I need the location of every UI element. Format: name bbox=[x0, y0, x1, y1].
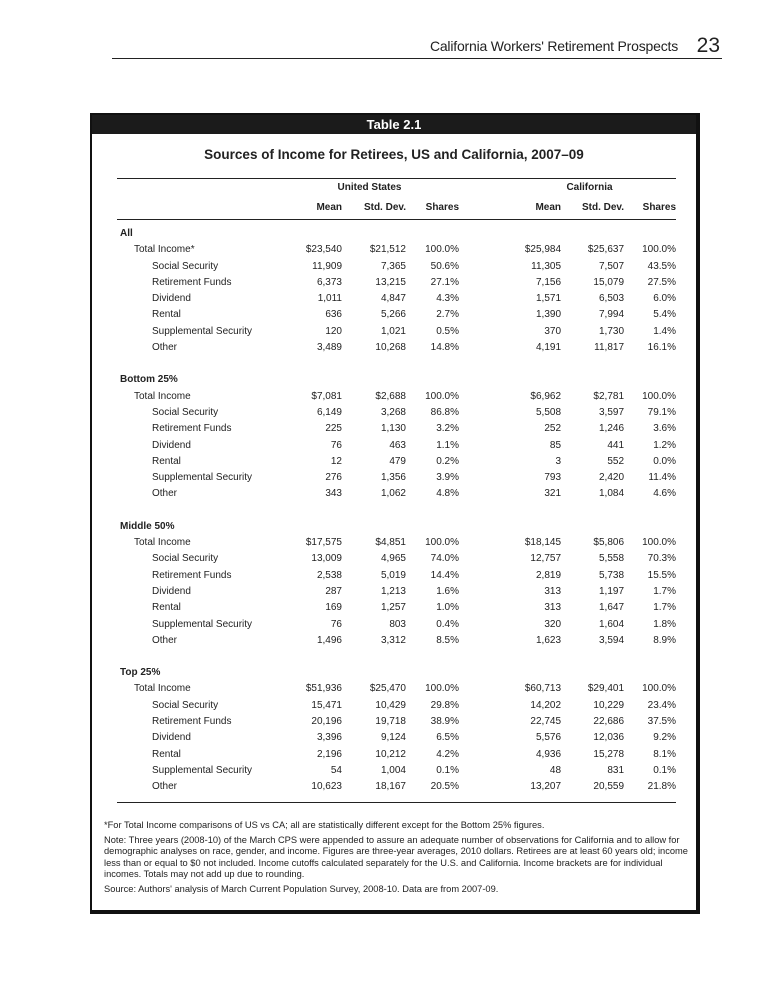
row-label: Rental bbox=[152, 455, 181, 467]
cell-us-mean: 2,196 bbox=[316, 748, 342, 760]
group-header-row bbox=[117, 179, 676, 198]
cell-ca-mean: 313 bbox=[544, 602, 562, 614]
cell-us-shares: 20.5% bbox=[430, 781, 460, 793]
table-row bbox=[117, 470, 676, 486]
cell-us-sd: 1,257 bbox=[380, 602, 406, 614]
cell-ca-mean: 4,191 bbox=[535, 342, 562, 354]
cell-ca-sd: 1,730 bbox=[598, 325, 625, 337]
row-label: Social Security bbox=[152, 260, 219, 272]
cell-us-shares: 0.1% bbox=[436, 764, 460, 776]
cell-us-mean: 2,538 bbox=[316, 569, 342, 581]
cell-ca-mean: 1,623 bbox=[535, 634, 562, 646]
cell-ca-sd: 11,817 bbox=[594, 342, 625, 354]
row-label: Social Security bbox=[152, 406, 219, 418]
table-bottom-rule bbox=[117, 796, 676, 803]
cell-us-mean: $51,936 bbox=[305, 683, 342, 695]
col-header-ca-mean: Mean bbox=[503, 197, 561, 220]
cell-us-mean: 76 bbox=[330, 439, 342, 451]
cell-ca-shares: 100.0% bbox=[642, 244, 677, 256]
cell-ca-sd: 1,604 bbox=[598, 618, 625, 630]
cell-us-shares: 100.0% bbox=[425, 244, 460, 256]
cell-ca-sd: 441 bbox=[607, 439, 625, 451]
cell-ca-shares: 27.5% bbox=[647, 276, 677, 288]
cell-ca-mean: 252 bbox=[544, 423, 562, 435]
cell-us-sd: 4,847 bbox=[380, 293, 406, 305]
table-row bbox=[117, 730, 676, 746]
cell-us-mean: 20,196 bbox=[311, 716, 342, 728]
cell-us-sd: 3,312 bbox=[380, 634, 406, 646]
column-header-row bbox=[117, 197, 676, 220]
cell-ca-sd: 15,278 bbox=[593, 748, 625, 760]
cell-ca-shares: 70.3% bbox=[647, 553, 677, 565]
cell-us-shares: 86.8% bbox=[430, 406, 460, 418]
row-label: Total Income bbox=[134, 390, 191, 402]
section-header-row bbox=[117, 372, 676, 388]
cell-ca-sd: 3,597 bbox=[598, 406, 625, 418]
cell-us-shares: 0.5% bbox=[436, 325, 460, 337]
income-sources-table bbox=[117, 178, 676, 803]
cell-us-shares: 0.2% bbox=[436, 455, 460, 467]
table-row bbox=[117, 568, 676, 584]
cell-us-sd: 3,268 bbox=[380, 406, 406, 418]
row-spacer bbox=[117, 503, 676, 519]
row-label: Other bbox=[152, 634, 178, 646]
cell-ca-mean: 370 bbox=[544, 325, 562, 337]
section-name: Bottom 25% bbox=[120, 374, 178, 386]
table-row bbox=[117, 779, 676, 795]
cell-ca-mean: 2,819 bbox=[535, 569, 562, 581]
table-row bbox=[117, 340, 676, 356]
table-row bbox=[117, 600, 676, 616]
cell-ca-shares: 37.5% bbox=[647, 716, 677, 728]
cell-us-shares: 4.8% bbox=[436, 488, 460, 500]
row-label: Retirement Funds bbox=[152, 569, 232, 581]
cell-ca-shares: 1.8% bbox=[653, 618, 677, 630]
row-label: Other bbox=[152, 488, 178, 500]
table-row bbox=[117, 389, 676, 405]
table-row bbox=[117, 551, 676, 567]
section-header-row bbox=[117, 519, 676, 535]
table-row bbox=[117, 681, 676, 697]
table-container bbox=[90, 113, 700, 914]
cell-ca-mean: $18,145 bbox=[524, 537, 562, 549]
row-label: Social Security bbox=[152, 699, 219, 711]
table-row bbox=[117, 242, 676, 258]
cell-ca-shares: 1.7% bbox=[653, 602, 677, 614]
cell-ca-shares: 9.2% bbox=[653, 732, 677, 744]
cell-us-mean: 12 bbox=[330, 455, 342, 467]
cell-ca-sd: 1,084 bbox=[598, 488, 625, 500]
cell-ca-sd: 20,559 bbox=[593, 781, 625, 793]
cell-ca-mean: 5,508 bbox=[535, 406, 562, 418]
row-label: Retirement Funds bbox=[152, 423, 232, 435]
table-row bbox=[117, 633, 676, 649]
table-row bbox=[117, 584, 676, 600]
cell-ca-shares: 15.5% bbox=[647, 569, 677, 581]
cell-ca-sd: $25,637 bbox=[587, 244, 625, 256]
cell-ca-mean: $6,962 bbox=[530, 390, 562, 402]
cell-us-sd: 10,212 bbox=[375, 748, 406, 760]
table-notes bbox=[104, 820, 690, 898]
cell-ca-shares: 6.0% bbox=[653, 293, 677, 305]
cell-us-sd: 1,213 bbox=[380, 585, 406, 597]
cell-us-mean: 13,009 bbox=[311, 553, 342, 565]
cell-ca-mean: 11,305 bbox=[531, 260, 562, 272]
cell-ca-mean: 313 bbox=[544, 585, 562, 597]
cell-us-mean: 3,396 bbox=[316, 732, 342, 744]
table-row bbox=[117, 747, 676, 763]
cell-us-shares: 100.0% bbox=[425, 537, 460, 549]
cell-us-mean: 6,149 bbox=[316, 406, 342, 418]
cell-ca-shares: 100.0% bbox=[642, 390, 677, 402]
table-row bbox=[117, 698, 676, 714]
cell-us-mean: 120 bbox=[325, 325, 342, 337]
cell-us-sd: 4,965 bbox=[380, 553, 406, 565]
cell-us-sd: 1,021 bbox=[380, 325, 406, 337]
row-label: Rental bbox=[152, 602, 181, 614]
row-label: Dividend bbox=[152, 732, 191, 744]
cell-ca-sd: 7,994 bbox=[598, 309, 625, 321]
cell-ca-shares: 11.4% bbox=[648, 472, 677, 484]
cell-us-mean: 3,489 bbox=[316, 342, 342, 354]
cell-us-mean: 1,011 bbox=[317, 293, 342, 305]
cell-ca-shares: 79.1% bbox=[647, 406, 677, 418]
section-name: Middle 50% bbox=[120, 520, 175, 532]
cell-us-mean: 11,909 bbox=[312, 260, 342, 272]
row-label: Social Security bbox=[152, 553, 219, 565]
row-label: Dividend bbox=[152, 293, 191, 305]
cell-us-sd: 10,429 bbox=[375, 699, 406, 711]
cell-ca-sd: $5,806 bbox=[593, 537, 625, 549]
section-name: Top 25% bbox=[120, 667, 161, 679]
cell-ca-shares: 0.1% bbox=[653, 764, 677, 776]
row-label: Total Income bbox=[134, 683, 191, 695]
cell-us-shares: 2.7% bbox=[436, 309, 460, 321]
row-label: Dividend bbox=[152, 439, 191, 451]
cell-ca-mean: 7,156 bbox=[535, 276, 562, 288]
cell-us-shares: 8.5% bbox=[436, 634, 460, 646]
cell-ca-shares: 23.4% bbox=[647, 699, 677, 711]
cell-ca-sd: 15,079 bbox=[593, 276, 625, 288]
row-label: Retirement Funds bbox=[152, 716, 232, 728]
footnote: *For Total Income comparisons of US vs CA; all are statistically different except for the Bottom 25% figures. bbox=[104, 820, 545, 830]
cell-ca-shares: 4.6% bbox=[653, 488, 677, 500]
cell-ca-sd: $2,781 bbox=[593, 390, 625, 402]
row-label: Dividend bbox=[152, 585, 191, 597]
cell-us-shares: 50.6% bbox=[430, 260, 460, 272]
cell-us-shares: 4.3% bbox=[436, 293, 460, 305]
cell-ca-mean: 4,936 bbox=[535, 748, 562, 760]
cell-ca-sd: $29,401 bbox=[587, 683, 625, 695]
cell-us-mean: 169 bbox=[325, 602, 342, 614]
cell-ca-sd: 831 bbox=[607, 764, 625, 776]
cell-ca-sd: 5,738 bbox=[598, 569, 625, 581]
group-header-us: United States bbox=[280, 179, 459, 198]
methodology-note: Note: Three years (2008-10) of the March CPS were appended to assure an adequate number of observations for California and to allow for demographic analyses on race, gender, and income. Figures are three-year averages, 2010 dollars. Retirees are at least 60 years old; income less than or equal to $0 not included. Income cutoffs calculated separately for the U.S. and California. Income brackets are for individual incomes. Totals may not add up due to rounding. bbox=[104, 834, 688, 879]
cell-ca-sd: 22,686 bbox=[593, 716, 625, 728]
cell-ca-sd: 2,420 bbox=[598, 472, 625, 484]
cell-us-sd: 18,167 bbox=[375, 781, 406, 793]
cell-us-sd: 10,268 bbox=[375, 342, 406, 354]
table-row bbox=[117, 438, 676, 454]
col-header-ca-sd: Std. Dev. bbox=[561, 197, 624, 220]
table-row bbox=[117, 714, 676, 730]
cell-us-shares: 14.8% bbox=[430, 342, 460, 354]
row-label: Supplemental Security bbox=[152, 325, 253, 337]
col-header-us-shares: Shares bbox=[406, 197, 459, 220]
cell-us-sd: 5,019 bbox=[380, 569, 406, 581]
cell-us-sd: 1,004 bbox=[380, 764, 406, 776]
cell-us-mean: 225 bbox=[325, 423, 342, 435]
cell-ca-sd: 6,503 bbox=[598, 293, 625, 305]
table-row bbox=[117, 421, 676, 437]
cell-us-shares: 74.0% bbox=[430, 553, 460, 565]
cell-ca-sd: 1,647 bbox=[598, 602, 625, 614]
col-header-us-sd: Std. Dev. bbox=[342, 197, 406, 220]
row-label: Total Income* bbox=[134, 244, 195, 256]
table-title: Sources of Income for Retirees, US and California, 2007–09 bbox=[204, 147, 584, 162]
cell-us-sd: 13,215 bbox=[375, 276, 406, 288]
cell-ca-mean: $25,984 bbox=[524, 244, 562, 256]
cell-ca-mean: 320 bbox=[544, 618, 562, 630]
cell-us-sd: $25,470 bbox=[369, 683, 406, 695]
cell-ca-mean: 22,745 bbox=[530, 716, 562, 728]
row-spacer bbox=[117, 356, 676, 372]
table-row bbox=[117, 324, 676, 340]
source-note: Source: Authors' analysis of March Current Population Survey, 2008-10. Data are from 2007-09. bbox=[104, 883, 499, 894]
section-name: All bbox=[120, 228, 133, 239]
cell-us-shares: 100.0% bbox=[425, 390, 460, 402]
table-row bbox=[117, 405, 676, 421]
cell-us-shares: 3.9% bbox=[436, 472, 460, 484]
cell-us-sd: 19,718 bbox=[375, 716, 406, 728]
cell-us-mean: 287 bbox=[325, 585, 342, 597]
page-header bbox=[112, 34, 722, 59]
cell-ca-shares: 1.2% bbox=[653, 439, 677, 451]
cell-ca-sd: 12,036 bbox=[593, 732, 625, 744]
section-header-row bbox=[117, 665, 676, 681]
row-label: Retirement Funds bbox=[152, 276, 232, 288]
cell-us-sd: $4,851 bbox=[375, 537, 406, 549]
cell-ca-sd: 1,197 bbox=[598, 585, 625, 597]
cell-ca-sd: 10,229 bbox=[593, 699, 625, 711]
cell-us-sd: 463 bbox=[389, 439, 406, 451]
cell-us-shares: 1.0% bbox=[436, 602, 460, 614]
cell-us-sd: $2,688 bbox=[375, 390, 406, 402]
table-row bbox=[117, 454, 676, 470]
cell-us-shares: 0.4% bbox=[436, 618, 460, 630]
cell-us-mean: 6,373 bbox=[316, 276, 342, 288]
cell-us-mean: 10,623 bbox=[311, 781, 342, 793]
cell-ca-shares: 8.9% bbox=[653, 634, 677, 646]
row-label: Other bbox=[152, 342, 178, 354]
cell-ca-mean: 48 bbox=[549, 764, 562, 776]
cell-ca-sd: 552 bbox=[607, 455, 625, 467]
cell-ca-sd: 7,507 bbox=[598, 260, 625, 272]
cell-us-shares: 27.1% bbox=[430, 276, 460, 288]
cell-us-shares: 29.8% bbox=[430, 699, 460, 711]
cell-ca-shares: 16.1% bbox=[647, 342, 677, 354]
table-row bbox=[117, 307, 676, 323]
table-row bbox=[117, 486, 676, 502]
row-label: Rental bbox=[152, 748, 181, 760]
row-label: Other bbox=[152, 781, 178, 793]
cell-us-sd: 1,130 bbox=[380, 423, 406, 435]
cell-us-mean: 15,471 bbox=[311, 699, 342, 711]
cell-us-mean: $7,081 bbox=[311, 390, 342, 402]
cell-ca-mean: 1,571 bbox=[535, 293, 562, 305]
cell-us-sd: 803 bbox=[389, 618, 406, 630]
cell-ca-mean: 1,390 bbox=[535, 309, 562, 321]
cell-us-sd: 479 bbox=[389, 455, 406, 467]
cell-us-mean: $17,575 bbox=[305, 537, 342, 549]
cell-us-shares: 1.1% bbox=[436, 439, 460, 451]
cell-ca-shares: 3.6% bbox=[653, 423, 677, 435]
cell-us-mean: 1,496 bbox=[316, 634, 342, 646]
cell-ca-shares: 43.5% bbox=[647, 260, 677, 272]
cell-us-sd: 5,266 bbox=[380, 309, 406, 321]
cell-ca-mean: 85 bbox=[549, 439, 562, 451]
cell-us-shares: 6.5% bbox=[436, 732, 460, 744]
cell-ca-shares: 21.8% bbox=[647, 781, 677, 793]
cell-ca-shares: 1.7% bbox=[653, 585, 677, 597]
cell-us-mean: 276 bbox=[325, 472, 342, 484]
row-label: Supplemental Security bbox=[152, 618, 253, 630]
table-row bbox=[117, 535, 676, 551]
cell-ca-sd: 3,594 bbox=[598, 634, 625, 646]
running-title: California Workers' Retirement Prospects bbox=[429, 38, 678, 54]
cell-us-shares: 38.9% bbox=[430, 716, 460, 728]
cell-ca-mean: 12,757 bbox=[530, 553, 562, 565]
cell-us-mean: 76 bbox=[330, 618, 342, 630]
row-label: Supplemental Security bbox=[152, 764, 253, 776]
cell-us-shares: 14.4% bbox=[430, 569, 460, 581]
cell-us-sd: 7,365 bbox=[380, 260, 406, 272]
cell-us-shares: 4.2% bbox=[436, 748, 460, 760]
page-number: 23 bbox=[696, 34, 720, 57]
cell-ca-mean: 793 bbox=[544, 472, 562, 484]
cell-ca-shares: 8.1% bbox=[653, 748, 677, 760]
table-row bbox=[117, 763, 676, 779]
cell-ca-mean: $60,713 bbox=[524, 683, 562, 695]
cell-ca-shares: 1.4% bbox=[653, 325, 677, 337]
table-row bbox=[117, 291, 676, 307]
cell-us-shares: 3.2% bbox=[436, 423, 460, 435]
cell-ca-mean: 13,207 bbox=[530, 781, 562, 793]
cell-ca-sd: 5,558 bbox=[598, 553, 625, 565]
cell-ca-shares: 0.0% bbox=[653, 455, 677, 467]
cell-us-sd: 9,124 bbox=[380, 732, 406, 744]
row-label: Supplemental Security bbox=[152, 472, 253, 484]
table-row bbox=[117, 617, 676, 633]
cell-us-mean: 54 bbox=[330, 764, 342, 776]
cell-ca-mean: 3 bbox=[555, 455, 562, 467]
cell-ca-mean: 14,202 bbox=[530, 699, 562, 711]
cell-ca-shares: 5.4% bbox=[653, 309, 677, 321]
cell-ca-shares: 100.0% bbox=[642, 683, 677, 695]
cell-us-shares: 100.0% bbox=[425, 683, 460, 695]
row-label: Total Income bbox=[134, 537, 191, 549]
section-header-row bbox=[117, 226, 676, 242]
col-header-ca-shares: Shares bbox=[624, 197, 676, 220]
cell-us-mean: $23,540 bbox=[305, 244, 342, 256]
row-spacer bbox=[117, 649, 676, 665]
cell-ca-sd: 1,246 bbox=[598, 423, 625, 435]
col-header-us-mean: Mean bbox=[280, 197, 342, 220]
cell-ca-mean: 321 bbox=[544, 488, 562, 500]
row-label: Rental bbox=[152, 309, 181, 321]
cell-us-sd: 1,356 bbox=[380, 472, 406, 484]
cell-us-shares: 1.6% bbox=[436, 585, 460, 597]
table-row bbox=[117, 275, 676, 291]
cell-us-sd: 1,062 bbox=[380, 488, 406, 500]
cell-ca-mean: 5,576 bbox=[535, 732, 562, 744]
cell-us-mean: 636 bbox=[325, 309, 342, 321]
table-row bbox=[117, 259, 676, 275]
table-label: Table 2.1 bbox=[92, 115, 696, 134]
cell-ca-shares: 100.0% bbox=[642, 537, 677, 549]
cell-us-mean: 343 bbox=[325, 488, 342, 500]
cell-us-sd: $21,512 bbox=[369, 244, 406, 256]
group-header-ca: California bbox=[503, 179, 676, 198]
